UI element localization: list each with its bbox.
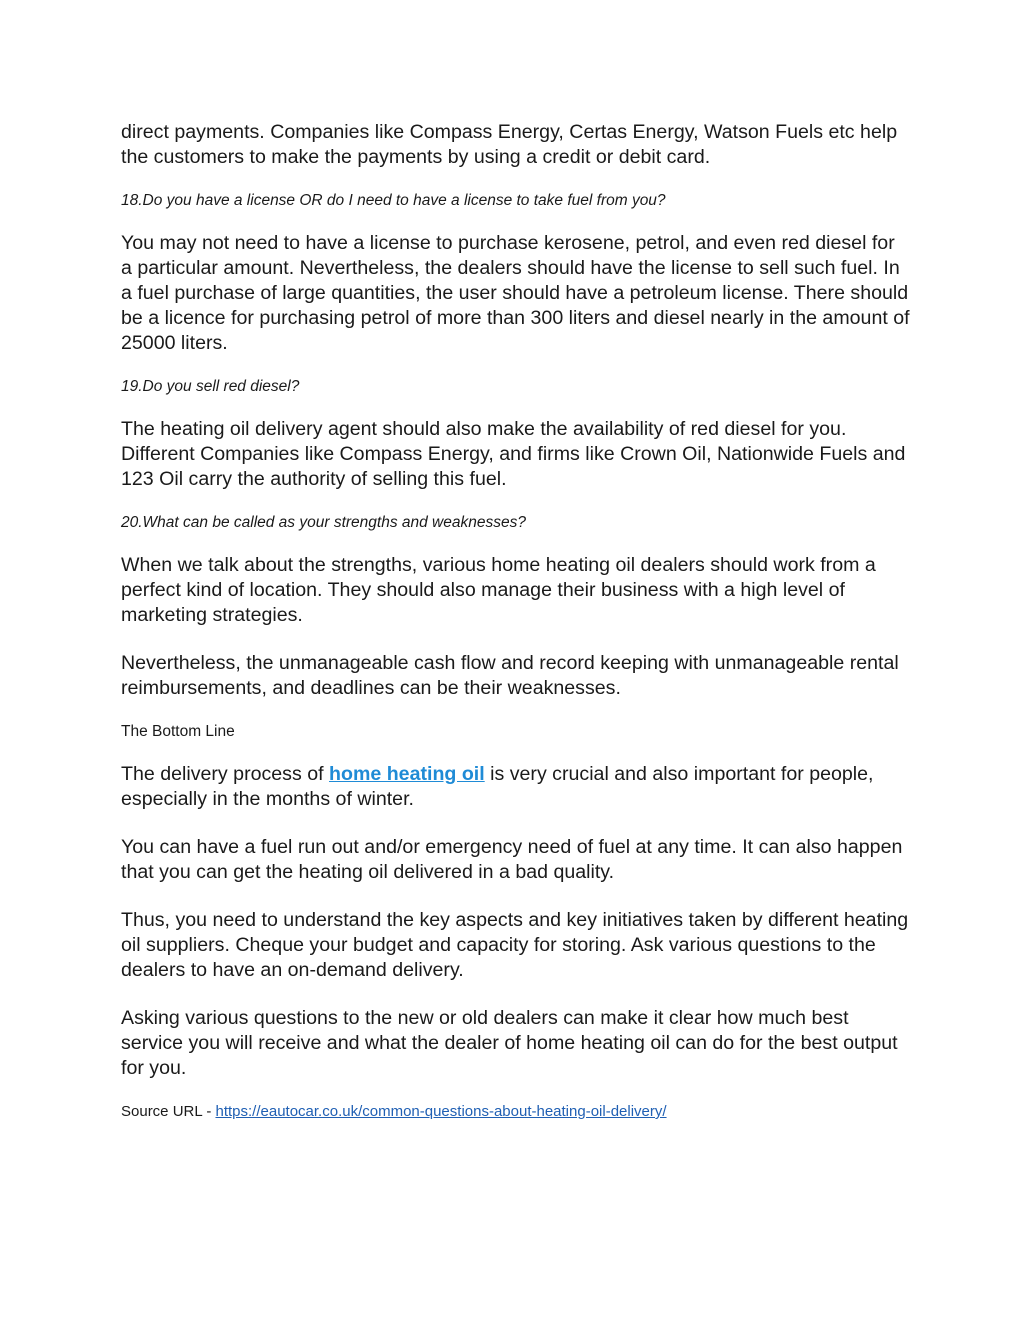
bottom-p1-before: The delivery process of	[121, 763, 330, 785]
document-page	[121, 120, 911, 1122]
source-line	[121, 1102, 911, 1122]
bottom-paragraph-2: You can have a fuel run out and/or emergency need of fuel at any time. It can also happen that you can get the heating oil delivered in a bad quality.	[121, 836, 903, 883]
source-label: Source URL -	[121, 1103, 216, 1120]
bottom-line-heading: The Bottom Line	[121, 723, 235, 740]
bottom-p1-after: is very crucial and also important for people, especially in the months of winter.	[121, 763, 874, 810]
answer-20-strengths: When we talk about the strengths, various home heating oil dealers should work from a perfect kind of location. They should also manage their business with a high level of marketing strategies.	[121, 554, 876, 626]
intro-paragraph: direct payments. Companies like Compass Energy, Certas Energy, Watson Fuels etc help the customers to make the payments by using a credit or debit card.	[121, 121, 898, 168]
question-18: 18.Do you have a license OR do I need to have a license to take fuel from you?	[121, 192, 666, 209]
question-20: 20.What can be called as your strengths and weaknesses?	[121, 514, 526, 531]
home-heating-oil-link[interactable]: home heating oil	[329, 763, 485, 785]
bottom-paragraph-3: Thus, you need to understand the key aspects and key initiatives taken by different heating oil suppliers. Cheque your budget and capacity for storing. Ask various questions to the dealers to have an on-demand delivery.	[121, 909, 909, 981]
answer-18: You may not need to have a license to purchase kerosene, petrol, and even red diesel for a particular amount. Nevertheless, the dealers should have the license to sell such fuel. In a fuel purchase of large quantities, the user should have a petroleum license. There should be a licence for purchasing petrol of more than 300 liters and diesel nearly in the amount of 25000 liters.	[121, 232, 910, 354]
answer-20-weaknesses: Nevertheless, the unmanageable cash flow and record keeping with unmanageable rental reimbursements, and deadlines can be their weaknesses.	[121, 652, 899, 699]
source-url-link[interactable]: https://eautocar.co.uk/common-questions-about-heating-oil-delivery/	[215, 1103, 667, 1120]
question-19: 19.Do you sell red diesel?	[121, 378, 300, 395]
answer-19: The heating oil delivery agent should also make the availability of red diesel for you. Different Companies like Compass Energy, and firms like Crown Oil, Nationwide Fuels and 123 Oil carry the authority of selling this fuel.	[121, 418, 906, 490]
bottom-paragraph-1	[121, 762, 911, 812]
bottom-paragraph-4: Asking various questions to the new or old dealers can make it clear how much best service you will receive and what the dealer of home heating oil can do for the best output for you.	[121, 1007, 898, 1079]
